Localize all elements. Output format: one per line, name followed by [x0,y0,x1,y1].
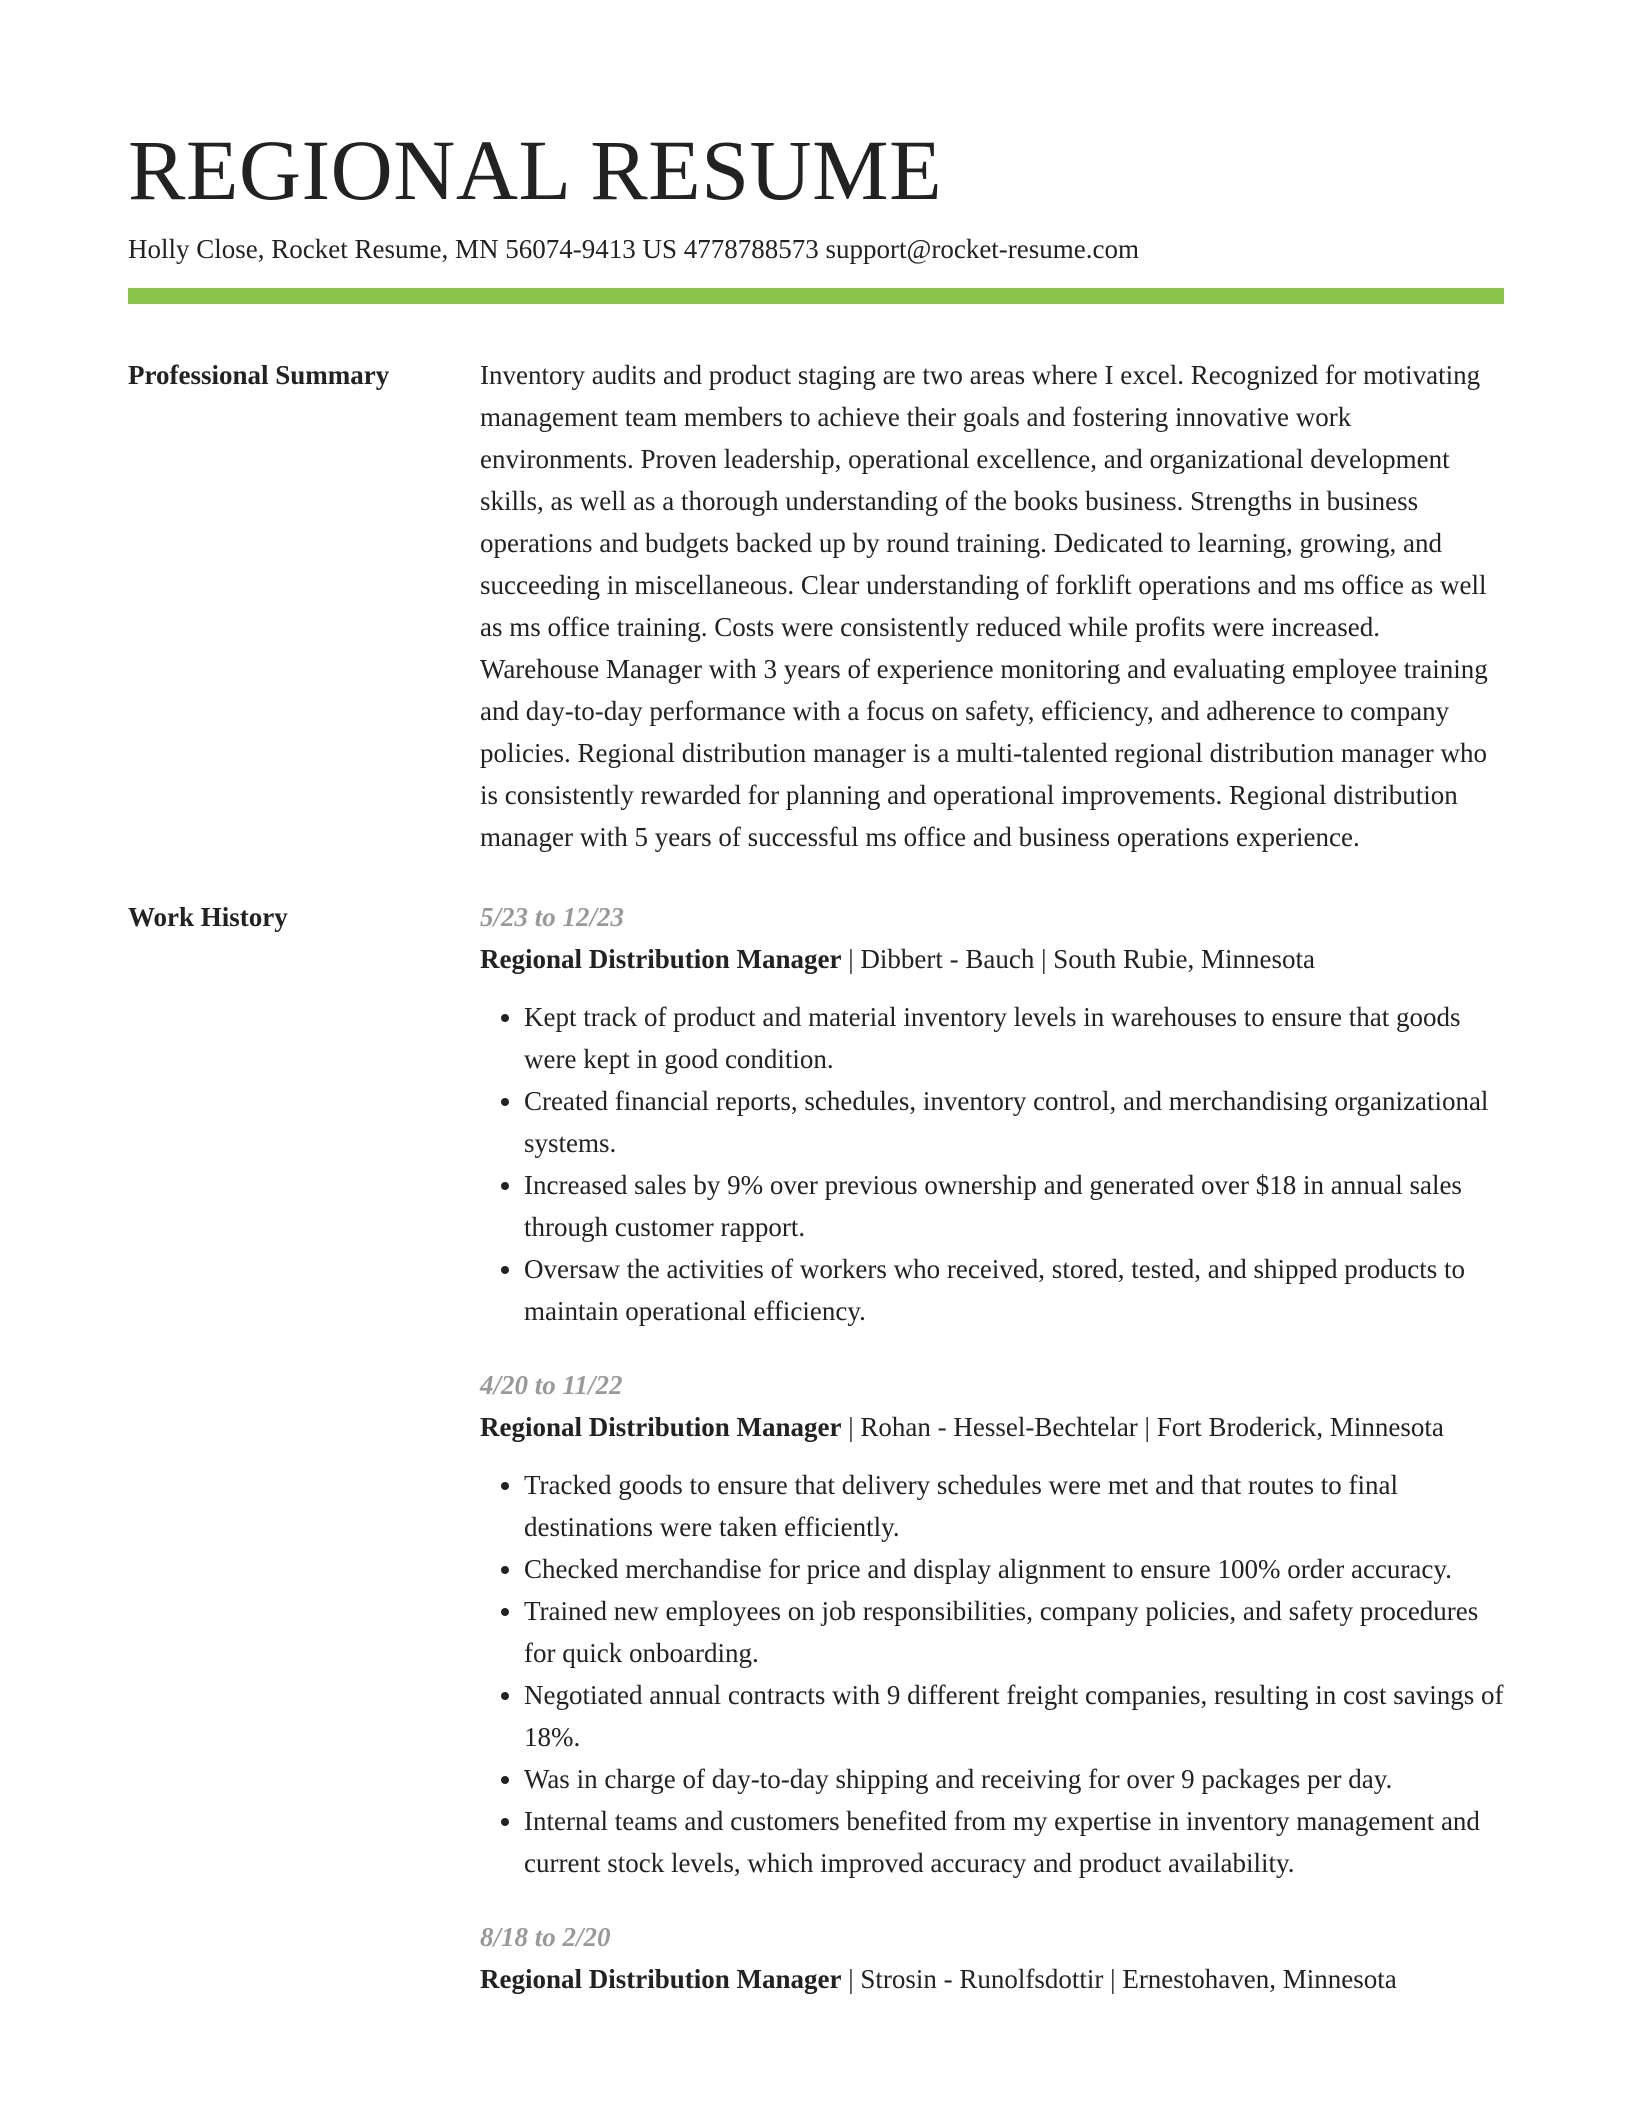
summary-section [128,354,1504,858]
job-entry [480,1916,1504,2000]
job-bullet: • Oversaw the activities of workers who received, stored, tested, and shipped products to maintain operational efficiency. [524,1248,1504,1332]
job-details: | Dibbert - Bauch | South Rubie, Minnesota [841,944,1316,974]
job-bullets [480,996,1504,1332]
resume-page [128,120,1504,2000]
contact-phone: 4778788573 [683,234,819,264]
job-bullet: • Increased sales by 9% over previous ownership and generated over $18 in annual sales through customer rapport. [524,1164,1504,1248]
contact-email: support@rocket-resume.com [825,234,1140,264]
job-details: | Rohan - Hessel-Bechtelar | Fort Broderick, Minnesota [841,1412,1444,1442]
summary-text: Inventory audits and product staging are two areas where I excel. Recognized for motivating management team members to achieve their goals and fostering innovative work environments. Proven leadership, operational excellence, and organizational development skills, as well as a thorough understanding of the books business. Strengths in business operations and budgets backed up by round training. Dedicated to learning, growing, and succeeding in miscellaneous. Clear understanding of forklift operations and ms office as well as ms office training. Costs were consistently reduced while profits were increased. Warehouse Manager with 3 years of experience monitoring and evaluating employee training and day-to-day performance with a focus on safety, efficiency, and adherence to company policies. Regional distribution manager is a multi-talented regional distribution manager who is consistently rewarded for planning and operational improvements. Regional distribution manager with 5 years of successful ms office and business operations experience. [480,360,1488,852]
job-heading [480,1958,1504,2000]
job-title: Regional Distribution Manager [480,1412,842,1442]
job-bullet: • Created financial reports, schedules, inventory control, and merchandising organizational systems. [524,1080,1504,1164]
job-bullet: • Internal teams and customers benefited from my expertise in inventory management and current stock levels, which improved accuracy and product availability. [524,1800,1504,1884]
job-bullet: • Kept track of product and material inventory levels in warehouses to ensure that goods were kept in good condition. [524,996,1504,1080]
work-history-section [128,896,1504,2000]
work-history-body [480,896,1504,2000]
contact-address: Holly Close, Rocket Resume, MN 56074-9413 US [128,234,677,264]
job-dates: 5/23 to 12/23 [480,902,625,932]
job-bullet: • Checked merchandise for price and display alignment to ensure 100% order accuracy. [524,1548,1504,1590]
job-details: | Strosin - Runolfsdottir | Ernestohaven, Minnesota [841,1964,1397,1994]
summary-heading: Professional Summary [128,360,390,390]
job-bullet: • Tracked goods to ensure that delivery schedules were met and that routes to final destinations were taken efficiently. [524,1464,1504,1548]
resume-name: REGIONAL RESUME [128,122,943,218]
job-heading [480,1406,1504,1448]
job-title: Regional Distribution Manager [480,944,842,974]
job-bullet: • Negotiated annual contracts with 9 different freight companies, resulting in cost savings of 18%. [524,1674,1504,1758]
contact-line [128,230,1504,268]
job-bullet: • Trained new employees on job responsibilities, company policies, and safety procedures for quick onboarding. [524,1590,1504,1674]
job-bullet: • Was in charge of day-to-day shipping and receiving for over 9 packages per day. [524,1758,1504,1800]
job-entry [480,896,1504,1332]
work-history-heading: Work History [128,902,288,932]
job-heading [480,938,1504,980]
job-title: Regional Distribution Manager [480,1964,842,1994]
job-bullets [480,1464,1504,1884]
accent-divider [128,288,1504,304]
job-entry [480,1364,1504,1884]
job-dates: 8/18 to 2/20 [480,1922,611,1952]
summary-body [480,354,1504,858]
job-dates: 4/20 to 11/22 [480,1370,623,1400]
